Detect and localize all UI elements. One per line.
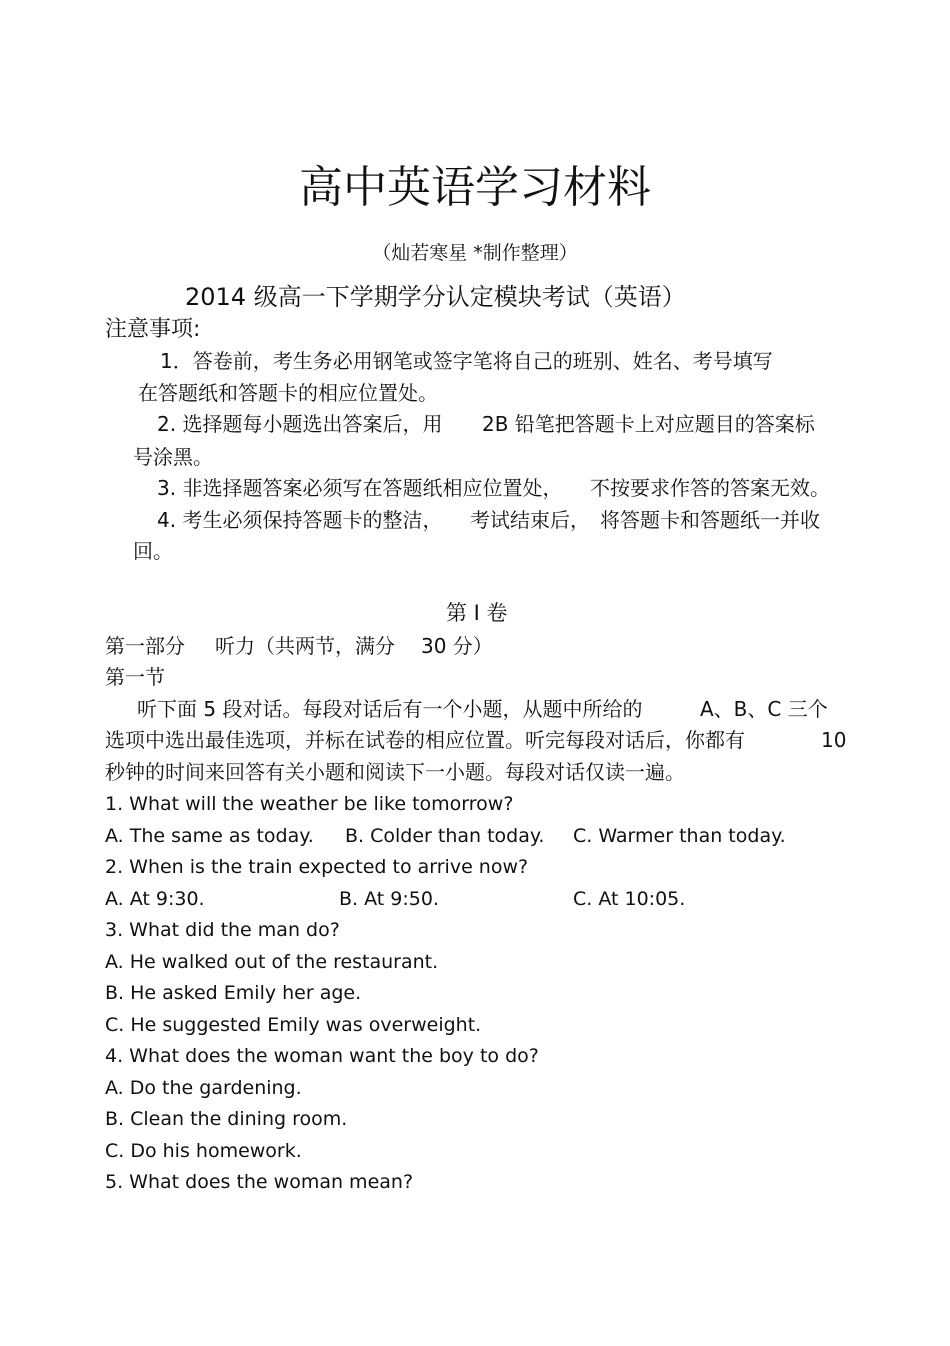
note-3-line-1a: 3. 非选择题答案必须写在答题纸相应位置处， (157, 476, 563, 500)
note-4-line-1a: 4. 考生必须保持答题卡的整洁， (157, 508, 443, 532)
subsection-heading: 第一节 (105, 665, 165, 689)
question-3: 3. What did the man do? (105, 919, 340, 941)
question-2-option-c: C. At 10:05. (573, 888, 686, 910)
note-1-line-1: 1．答卷前，考生务必用钢笔或签字笔将自己的班别、姓名、考号填写 (160, 349, 773, 373)
question-3-option-a: A. He walked out of the restaurant. (105, 951, 439, 973)
question-3-option-c: C. He suggested Emily was overweight. (105, 1014, 482, 1036)
note-4-line-1c: 将答题卡和答题纸一并收 (600, 508, 820, 532)
note-1-line-2: 在答题纸和答题卡的相应位置处。 (138, 381, 438, 405)
part-label: 第一部分 (105, 634, 185, 658)
question-4-option-b: B. Clean the dining room. (105, 1108, 348, 1130)
instructions-line-1b: A、B、C 三个 (700, 697, 828, 721)
instructions-line-2b: 10 (821, 728, 847, 752)
note-2-line-1b: 2B 铅笔把答题卡上对应题目的答案标 (482, 412, 815, 436)
notes-heading: 注意事项: (105, 317, 201, 342)
question-5: 5. What does the woman mean? (105, 1171, 414, 1193)
question-2-option-a: A. At 9:30. (105, 888, 205, 910)
question-2: 2. When is the train expected to arrive now? (105, 856, 529, 878)
question-4-option-c: C. Do his homework. (105, 1140, 302, 1162)
question-1-option-c: C. Warmer than today. (573, 825, 786, 847)
instructions-line-3: 秒钟的时间来回答有关小题和阅读下一小题。每段对话仅读一遍。 (105, 760, 685, 784)
page-title: 高中英语学习材料 (299, 162, 651, 213)
note-4-line-2: 回。 (133, 539, 173, 563)
question-4: 4. What does the woman want the boy to do? (105, 1045, 539, 1067)
question-4-option-a: A. Do the gardening. (105, 1077, 302, 1099)
question-1-option-b: B. Colder than today. (345, 825, 545, 847)
note-3-line-1b: 不按要求作答的答案无效。 (590, 476, 830, 500)
note-2-line-2: 号涂黑。 (133, 445, 213, 469)
question-2-option-b: B. At 9:50. (339, 888, 439, 910)
note-4-line-1b: 考试结束后， (470, 508, 590, 532)
question-3-option-b: B. He asked Emily her age. (105, 982, 362, 1004)
note-2-line-1a: 2. 选择题每小题选出答案后，用 (157, 412, 443, 436)
part-title: 听力（共两节，满分 (215, 634, 395, 658)
instructions-line-2a: 选项中选出最佳选项，并标在试卷的相应位置。听完每段对话后，你都有 (105, 728, 745, 752)
question-1: 1. What will the weather be like tomorrow? (105, 793, 514, 815)
exam-title: 2014 级高一下学期学分认定模块考试（英语） (185, 283, 686, 311)
instructions-line-1a: 听下面 5 段对话。每段对话后有一个小题，从题中所给的 (137, 697, 643, 721)
page-subtitle: （灿若寒星 *制作整理） (372, 242, 578, 264)
question-1-option-a: A. The same as today. (105, 825, 314, 847)
part-score: 30 分） (421, 634, 493, 658)
volume-heading: 第 I 卷 (446, 601, 508, 625)
